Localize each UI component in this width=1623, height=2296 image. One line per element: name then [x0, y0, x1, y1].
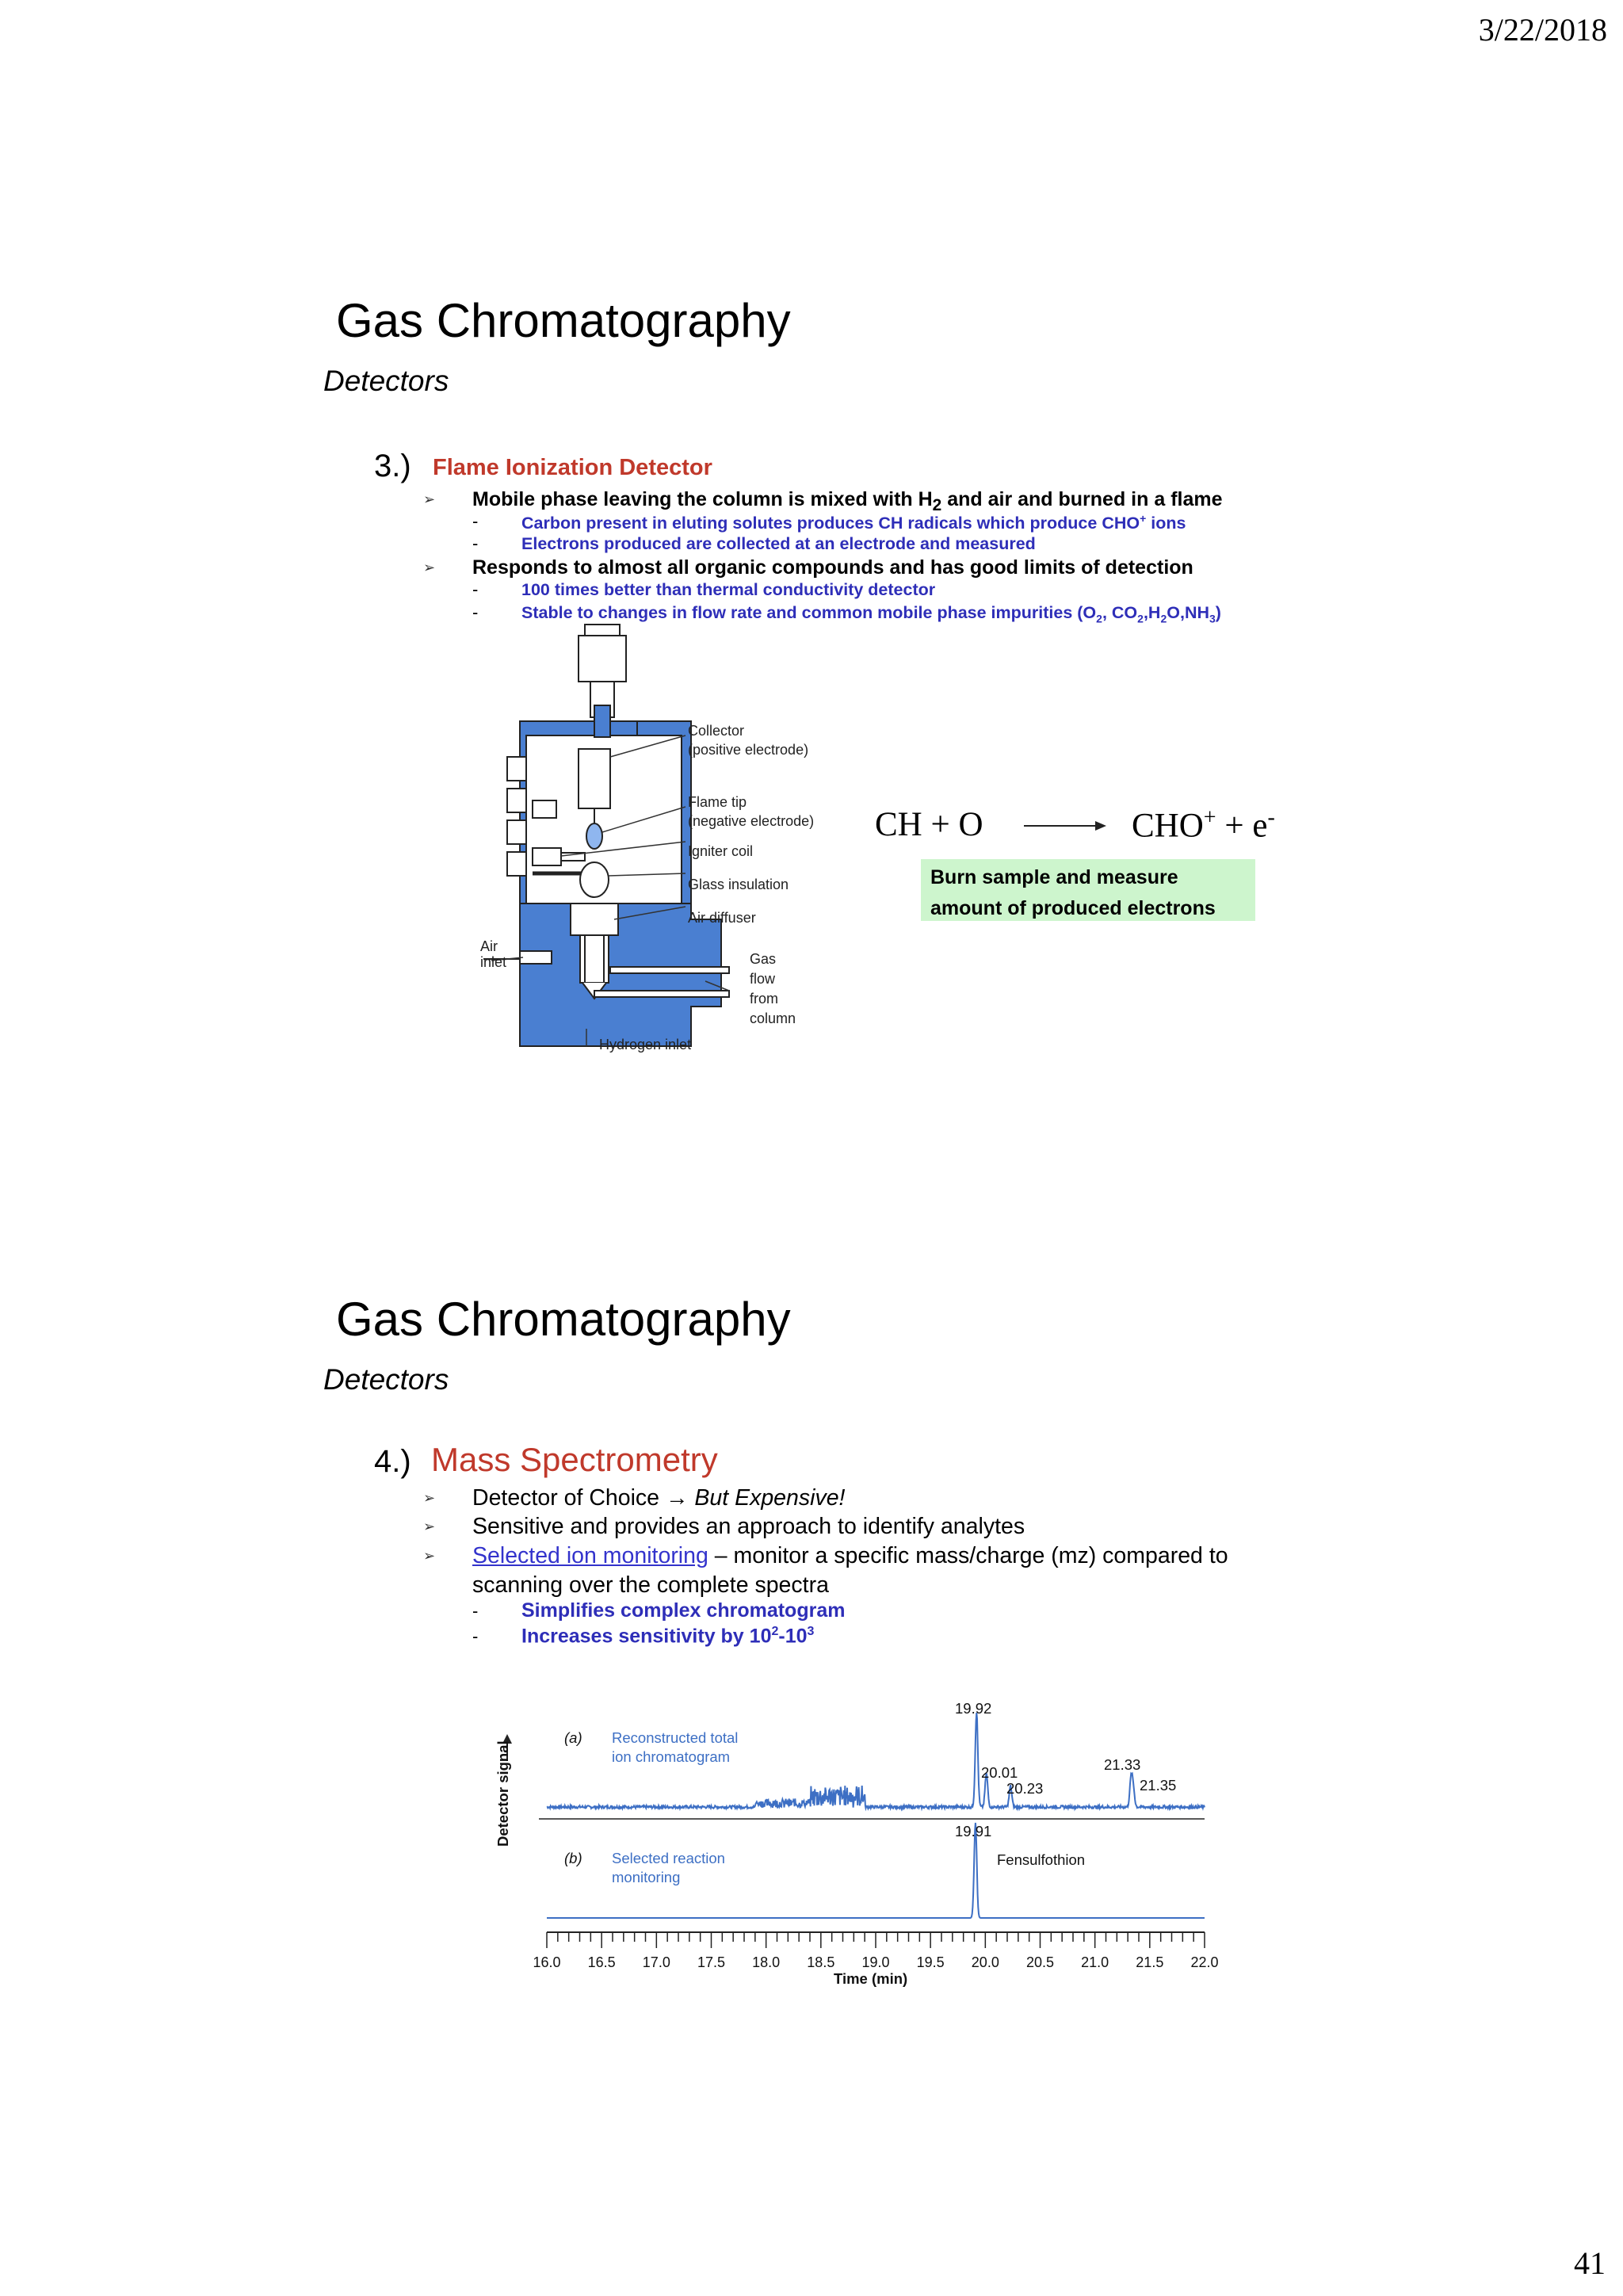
label-flame-tip: Flame tip — [688, 794, 747, 810]
label-flame-tip-sub: (negative electrode) — [688, 813, 815, 829]
x-tick-label: 18.0 — [752, 1954, 781, 1970]
peak-label-20-23: 20.23 — [1006, 1780, 1044, 1797]
label-collector-sub: (positive electrode) — [688, 742, 809, 758]
peak-label-21-35: 21.35 — [1140, 1777, 1177, 1794]
bullet-marker-icon: ➢ — [423, 491, 436, 507]
chromatogram-chart — [491, 1688, 1236, 2005]
slide2-bullet2: Sensitive and provides an approach to identify analytes — [472, 1514, 1025, 1539]
x-tick-label: 21.0 — [1081, 1954, 1109, 1970]
label-gas-4: column — [750, 1010, 796, 1026]
x-tick-label: 19.5 — [916, 1954, 945, 1970]
slide1-bullet1: Mobile phase leaving the column is mixed with $H_2$ and air and burned in a flame — [472, 488, 1223, 514]
bullet-marker-icon: ➢ — [423, 560, 436, 575]
peak-label-19-91: 19.91 — [955, 1823, 992, 1839]
dash-marker: - — [472, 579, 479, 599]
chart-ticks — [533, 1932, 1218, 1970]
note-line-2: amount of produced electrons — [930, 897, 1216, 919]
chart-static — [502, 1734, 1205, 1932]
slide1-section-number: 3.) — [374, 449, 411, 483]
panel-a-title-1: Reconstructed total — [612, 1729, 739, 1746]
slide2-section-title: Mass Spectrometry — [431, 1441, 718, 1478]
slide1-bullet1-sub2: Electrons produced are collected at an electrode and measured — [521, 534, 1036, 553]
bullet-marker-icon: ➢ — [423, 1519, 436, 1534]
page-date: 3/22/2018 — [1478, 12, 1607, 48]
label-gas-2: flow — [750, 971, 776, 987]
x-tick-label: 17.0 — [642, 1954, 670, 1970]
equation-left: CH + O — [875, 806, 983, 843]
implies-arrow-icon: → — [665, 1485, 689, 1511]
x-tick-label: 16.5 — [587, 1954, 616, 1970]
dash-marker: - — [472, 1601, 479, 1621]
x-tick-label: 20.5 — [1025, 1954, 1055, 1970]
panel-b-label: (b) — [564, 1850, 582, 1866]
page-number: 41 — [1574, 2245, 1606, 2281]
dash-marker: - — [472, 602, 479, 622]
panel-b-title-2: monitoring — [612, 1869, 681, 1885]
peak-label-21-33: 21.33 — [1104, 1756, 1141, 1773]
note-box — [921, 859, 1255, 921]
slide2-section-number: 4.) — [374, 1444, 411, 1479]
label-gas-1: Gas — [750, 951, 777, 967]
x-tick-label: 21.5 — [1136, 1954, 1164, 1970]
slide1-bullet2-sub1: 100 times better than thermal conductivity detector — [521, 580, 936, 599]
label-glass: Glass insulation — [688, 877, 789, 892]
chart-ylabel: Detector signal — [495, 1740, 511, 1847]
fid-diagram — [468, 618, 840, 1062]
slide1-title: Gas Chromatography — [336, 294, 791, 347]
x-tick-label: 22.0 — [1190, 1954, 1219, 1970]
reaction-arrow-icon — [1024, 816, 1109, 835]
bullet-marker-icon: ➢ — [423, 1490, 436, 1506]
label-air-inlet-1: Air — [480, 938, 498, 954]
label-hydrogen: Hydrogen inlet — [599, 1037, 692, 1052]
slide2-subtitle: Detectors — [323, 1363, 449, 1396]
peak-label-20-01: 20.01 — [981, 1764, 1018, 1781]
chart-xlabel: Time (min) — [834, 1970, 908, 1987]
panel-b-title-1: Selected reaction — [612, 1850, 725, 1866]
x-tick-label: 18.5 — [807, 1954, 835, 1970]
slide1-bullet1-sub1: Carbon present in eluting solutes produces CH radicals which produce CHO+ ions — [521, 512, 1186, 533]
fid-body — [483, 625, 729, 1046]
label-igniter: Igniter coil — [688, 843, 754, 859]
label-collector: Collector — [688, 723, 745, 739]
bullet-marker-icon: ➢ — [423, 1548, 436, 1564]
slide2-title: Gas Chromatography — [336, 1293, 791, 1346]
panel-a-label: (a) — [564, 1729, 582, 1746]
compound-label: Fensulfothion — [997, 1851, 1086, 1868]
slide1-bullet2: Responds to almost all organic compounds and has good limits of detection — [472, 556, 1193, 579]
slide1-section-title: Flame Ionization Detector — [433, 455, 712, 480]
label-air-inlet-2: inlet — [480, 954, 507, 970]
x-tick-label: 20.0 — [971, 1954, 999, 1970]
dash-marker: - — [472, 533, 479, 553]
equation-right: CHO+ + e- — [1132, 805, 1275, 845]
panel-a-title-2: ion chromatogram — [612, 1748, 731, 1765]
slide1-subtitle: Detectors — [323, 365, 449, 397]
selected-ion-monitoring-link[interactable]: Selected ion monitoring — [472, 1543, 708, 1568]
x-tick-label: 19.0 — [861, 1954, 890, 1970]
slide2-bullet3-line2: scanning over the complete spectra — [472, 1572, 829, 1598]
x-tick-label: 17.5 — [697, 1954, 726, 1970]
slide2-sub2: Increases sensitivity by $10^2-10^3$ — [521, 1625, 815, 1648]
note-line-1: Burn sample and measure — [930, 866, 1178, 888]
label-gas-3: from — [750, 991, 778, 1007]
slide2-bullet3: Selected ion monitoring – monitor a specific mass/charge (mz) compared to — [472, 1543, 1228, 1568]
label-air-diffuser: Air diffuser — [688, 910, 756, 926]
dash-marker: - — [472, 1626, 479, 1646]
dash-marker: - — [472, 511, 479, 531]
slide1-bullet2-sub2: Stable to changes in flow rate and common mobile phase impurities ($O_2$, $CO_2,H_2O,NH_3$) — [521, 603, 1221, 625]
peak-label-19-92: 19.92 — [955, 1700, 992, 1717]
slide2-sub1: Simplifies complex chromatogram — [521, 1599, 846, 1622]
x-tick-label: 16.0 — [533, 1954, 561, 1970]
slide2-bullet1: Detector of Choice → But Expensive! — [472, 1485, 846, 1511]
